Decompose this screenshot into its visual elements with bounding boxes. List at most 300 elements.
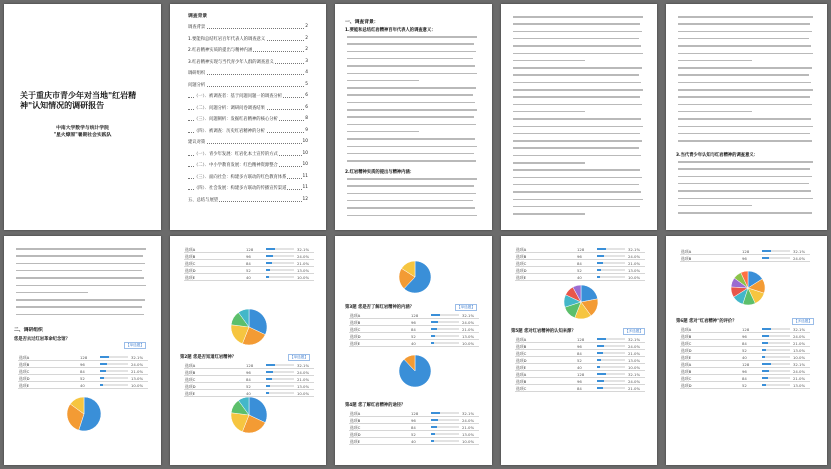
pie-chart bbox=[398, 260, 432, 294]
text-line bbox=[513, 191, 641, 193]
table-row bbox=[515, 357, 645, 364]
text-line bbox=[513, 199, 643, 201]
table-row bbox=[184, 253, 314, 260]
survey-heading: 二、调研组织 bbox=[14, 328, 43, 333]
text-line bbox=[678, 74, 809, 76]
row-count: 84 bbox=[246, 260, 251, 266]
row-count: 96 bbox=[742, 368, 747, 374]
row-count: 52 bbox=[246, 383, 251, 389]
text-line bbox=[347, 200, 473, 202]
row-percent: 32.1% bbox=[131, 354, 144, 360]
question-type-tag: 【多选题】 bbox=[625, 329, 643, 333]
toc-entry-label: （二）．中小学教育发展：红色精神资源整合 bbox=[194, 163, 278, 168]
bar-fill bbox=[431, 440, 434, 443]
row-count: 40 bbox=[577, 274, 582, 280]
text-line bbox=[678, 96, 810, 98]
bar-fill bbox=[597, 276, 600, 279]
page-survey-intro bbox=[4, 236, 161, 465]
table-row bbox=[184, 369, 314, 376]
row-percent: 24.0% bbox=[131, 361, 144, 367]
row-percent: 10.0% bbox=[297, 390, 310, 396]
toc-entry[interactable] bbox=[188, 162, 308, 168]
table-row bbox=[680, 340, 810, 347]
toc-entry-page: 10 bbox=[302, 150, 308, 156]
text-line bbox=[678, 133, 810, 135]
table-row bbox=[184, 246, 314, 253]
row-percent: 13.0% bbox=[793, 347, 806, 353]
bar-track bbox=[597, 269, 625, 272]
page-survey-q6 bbox=[666, 236, 827, 465]
bar-track bbox=[431, 335, 459, 338]
text-line bbox=[513, 213, 585, 215]
toc-entry-page: 10 bbox=[302, 139, 308, 144]
toc-entry-page: 12 bbox=[302, 196, 308, 202]
toc-entry-label: 调查背景 bbox=[188, 25, 206, 30]
bar-fill bbox=[266, 255, 273, 258]
text-line bbox=[678, 45, 811, 47]
question-type-tag: 【单选题】 bbox=[290, 355, 308, 359]
row-percent: 32.1% bbox=[628, 336, 641, 342]
row-count: 84 bbox=[577, 350, 582, 356]
row-count: 84 bbox=[742, 375, 747, 381]
row-count: 40 bbox=[577, 364, 582, 370]
row-count: 52 bbox=[411, 431, 416, 437]
table-row bbox=[515, 364, 645, 371]
row-count: 96 bbox=[577, 253, 582, 259]
table-row bbox=[349, 410, 479, 417]
row-percent: 10.0% bbox=[462, 438, 475, 444]
toc-entry-label: 2.红岩精神实质的提出与精神内涵 bbox=[188, 48, 253, 53]
row-count: 128 bbox=[80, 354, 88, 360]
row-count: 96 bbox=[411, 319, 416, 325]
row-count: 96 bbox=[742, 255, 747, 261]
row-count: 52 bbox=[411, 333, 416, 339]
bar-fill bbox=[762, 328, 771, 331]
row-percent: 32.1% bbox=[297, 362, 310, 368]
text-line bbox=[513, 177, 642, 179]
bar-fill bbox=[266, 392, 269, 395]
toc-entry[interactable] bbox=[188, 24, 308, 30]
row-label: 选项A bbox=[516, 336, 527, 342]
row-percent: 10.0% bbox=[793, 354, 806, 360]
text-line bbox=[513, 53, 643, 55]
bar-fill bbox=[597, 338, 606, 341]
row-label: 选项A bbox=[516, 371, 527, 377]
row-percent: 32.1% bbox=[462, 410, 475, 416]
text-line bbox=[347, 178, 477, 180]
toc-entry-page: 6 bbox=[305, 93, 308, 98]
text-line bbox=[678, 161, 813, 163]
row-label: 选项D bbox=[516, 267, 527, 273]
table-row bbox=[349, 417, 479, 424]
table-row bbox=[680, 354, 810, 361]
bar-track bbox=[266, 392, 294, 395]
survey-question-5: 第5题 您对红岩精神的认知来源？ bbox=[511, 329, 576, 334]
row-count: 128 bbox=[411, 312, 419, 318]
bar-fill bbox=[100, 377, 104, 380]
text-line bbox=[16, 292, 88, 294]
row-percent: 10.0% bbox=[462, 340, 475, 346]
toc-entry-label: 调研组织 bbox=[188, 71, 206, 76]
toc-entry[interactable] bbox=[188, 174, 308, 180]
bar-fill bbox=[266, 378, 272, 381]
row-percent: 32.1% bbox=[628, 371, 641, 377]
text-line bbox=[513, 162, 585, 164]
row-count: 128 bbox=[577, 336, 585, 342]
bar-fill bbox=[762, 356, 765, 359]
text-line bbox=[678, 16, 813, 18]
text-line bbox=[347, 87, 476, 89]
bar-fill bbox=[597, 359, 601, 362]
text-line bbox=[678, 126, 813, 128]
bar-fill bbox=[431, 433, 435, 436]
text-line bbox=[678, 67, 812, 69]
row-label: 选项D bbox=[185, 267, 196, 273]
table-row bbox=[680, 368, 810, 375]
bar-track bbox=[597, 366, 625, 369]
text-line bbox=[513, 118, 641, 120]
text-line bbox=[347, 43, 474, 45]
text-line bbox=[513, 45, 641, 47]
text-line bbox=[347, 193, 476, 195]
row-percent: 21.0% bbox=[131, 368, 144, 374]
toc-entry-page: 11 bbox=[302, 185, 308, 190]
table-row bbox=[184, 376, 314, 383]
text-line bbox=[678, 23, 810, 25]
text-line bbox=[16, 314, 144, 316]
row-label: 选项A bbox=[681, 361, 692, 367]
bar-track bbox=[431, 342, 459, 345]
pie-chart bbox=[230, 396, 268, 434]
table-row bbox=[349, 424, 479, 431]
toc-heading: 调查背景 bbox=[188, 14, 208, 19]
bar-fill bbox=[762, 342, 768, 345]
toc-entry-page: 2 bbox=[305, 35, 308, 41]
text-line bbox=[513, 155, 641, 157]
row-percent: 13.0% bbox=[793, 382, 806, 388]
bar-fill bbox=[100, 370, 106, 373]
bar-fill bbox=[762, 363, 771, 366]
text-line bbox=[513, 67, 642, 69]
toc-entry-label: 1.要能和总结红岩百年代表人的调查意义 bbox=[188, 36, 266, 42]
row-count: 40 bbox=[246, 390, 251, 396]
text-line bbox=[513, 147, 639, 149]
background-subheading-1: 1.要能和总结红岩精神百年代表人的调查意义： bbox=[345, 28, 436, 33]
bar-fill bbox=[266, 385, 270, 388]
text-line bbox=[678, 53, 813, 55]
toc-entry[interactable] bbox=[188, 139, 308, 145]
row-percent: 24.0% bbox=[793, 368, 806, 374]
row-count: 84 bbox=[411, 326, 416, 332]
bar-fill bbox=[431, 328, 437, 331]
page-toc bbox=[170, 4, 326, 230]
row-percent: 24.0% bbox=[628, 253, 641, 259]
text-line bbox=[347, 102, 475, 104]
row-percent: 32.1% bbox=[793, 361, 806, 367]
bar-fill bbox=[597, 248, 606, 251]
text-line bbox=[513, 89, 643, 91]
row-label: 选项D bbox=[516, 357, 527, 363]
row-label: 选项E bbox=[185, 274, 195, 280]
row-label: 选项C bbox=[516, 260, 527, 266]
bar-fill bbox=[597, 262, 603, 265]
table-row bbox=[18, 382, 148, 389]
row-count: 84 bbox=[742, 340, 747, 346]
toc-entry[interactable] bbox=[188, 185, 308, 191]
text-line bbox=[513, 126, 643, 128]
toc-entry[interactable] bbox=[188, 47, 308, 53]
text-line bbox=[513, 38, 639, 40]
table-row bbox=[349, 333, 479, 340]
bar-track bbox=[597, 276, 625, 279]
row-count: 40 bbox=[246, 274, 251, 280]
toc-entry[interactable] bbox=[188, 197, 308, 203]
pie-chart bbox=[66, 396, 102, 432]
toc-entry-page: 2 bbox=[305, 24, 308, 29]
toc-entry[interactable] bbox=[188, 116, 308, 122]
row-count: 52 bbox=[246, 267, 251, 273]
row-percent: 32.1% bbox=[628, 246, 641, 252]
row-count: 96 bbox=[246, 369, 251, 375]
text-line bbox=[347, 215, 477, 217]
cover-school: 中南大学数学与统计学院 bbox=[56, 126, 109, 131]
page-survey-q3 bbox=[335, 236, 492, 465]
toc-entry[interactable] bbox=[188, 70, 308, 76]
row-percent: 13.0% bbox=[628, 267, 641, 273]
toc-entry-page: 11 bbox=[302, 173, 308, 179]
table-row bbox=[349, 431, 479, 438]
row-label: 选项B bbox=[516, 378, 527, 384]
row-percent: 21.0% bbox=[462, 424, 475, 430]
row-count: 40 bbox=[80, 382, 85, 388]
row-label: 选项C bbox=[185, 260, 196, 266]
text-line bbox=[678, 212, 812, 214]
text-line bbox=[678, 168, 810, 170]
bar-track bbox=[762, 384, 790, 387]
bar-fill bbox=[762, 349, 766, 352]
bar-fill bbox=[100, 384, 103, 387]
text-line bbox=[678, 118, 811, 120]
table-row bbox=[184, 260, 314, 267]
bar-track bbox=[762, 356, 790, 359]
text-line bbox=[347, 124, 476, 126]
toc-entry-page: 4 bbox=[305, 70, 308, 75]
text-line bbox=[513, 184, 639, 186]
table-row bbox=[18, 368, 148, 375]
row-label: 选项B bbox=[516, 343, 527, 349]
bar-fill bbox=[431, 412, 440, 415]
row-percent: 21.0% bbox=[297, 376, 310, 382]
toc-entry[interactable] bbox=[188, 128, 308, 134]
text-line bbox=[513, 133, 640, 135]
text-line bbox=[513, 104, 642, 106]
text-line bbox=[16, 277, 144, 279]
row-percent: 21.0% bbox=[297, 260, 310, 266]
text-line bbox=[347, 160, 476, 162]
text-line bbox=[347, 146, 477, 148]
row-count: 40 bbox=[411, 438, 416, 444]
row-label: 选项E bbox=[516, 364, 526, 370]
row-percent: 32.1% bbox=[297, 246, 310, 252]
toc-entry[interactable] bbox=[188, 59, 308, 65]
bar-fill bbox=[431, 335, 435, 338]
toc-entry-label: （二）．问题分析：调研问卷调查结果 bbox=[194, 105, 265, 111]
table-row bbox=[515, 350, 645, 357]
row-count: 96 bbox=[577, 343, 582, 349]
question-type-tag: 【单选题】 bbox=[457, 305, 475, 309]
row-label: 选项C bbox=[681, 375, 692, 381]
bar-fill bbox=[100, 356, 109, 359]
text-line bbox=[513, 82, 641, 84]
row-label: 选项B bbox=[19, 361, 30, 367]
toc-entry[interactable] bbox=[188, 93, 308, 99]
row-label: 选项E bbox=[516, 274, 526, 280]
row-percent: 10.0% bbox=[628, 274, 641, 280]
row-percent: 21.0% bbox=[462, 326, 475, 332]
background-subheading-2: 2.红岩精神实质的提出与精神内涵： bbox=[345, 170, 415, 175]
text-line bbox=[513, 96, 640, 98]
table-row bbox=[349, 319, 479, 326]
row-count: 128 bbox=[742, 248, 750, 254]
pie-chart bbox=[230, 308, 268, 346]
toc-entry-label: （三）．面向社会：构建多方联动的红色教育体系 bbox=[194, 174, 287, 180]
row-count: 128 bbox=[246, 246, 254, 252]
row-percent: 21.0% bbox=[628, 350, 641, 356]
row-label: 选项A bbox=[350, 410, 361, 416]
text-line bbox=[347, 185, 474, 187]
pie-chart bbox=[398, 354, 432, 388]
text-line bbox=[513, 169, 640, 171]
row-count: 52 bbox=[742, 347, 747, 353]
text-line bbox=[678, 140, 812, 142]
row-label: 选项C bbox=[681, 340, 692, 346]
bar-fill bbox=[431, 419, 438, 422]
table-row bbox=[515, 253, 645, 260]
text-line bbox=[678, 31, 812, 33]
row-label: 选项A bbox=[185, 246, 196, 252]
row-count: 96 bbox=[246, 253, 251, 259]
toc-entry[interactable] bbox=[188, 36, 308, 42]
table-row bbox=[349, 340, 479, 347]
row-count: 128 bbox=[742, 326, 750, 332]
text-line bbox=[16, 270, 142, 272]
row-label: 选项A bbox=[350, 312, 361, 318]
page-survey-q2 bbox=[170, 236, 326, 465]
row-label: 选项B bbox=[185, 369, 196, 375]
cover-team: "星火燎原"暑期社会实践队 bbox=[53, 133, 112, 138]
toc-entry[interactable] bbox=[188, 151, 308, 157]
text-line bbox=[347, 80, 419, 82]
row-percent: 24.0% bbox=[793, 255, 806, 261]
toc-entry-label: 建议对策 bbox=[188, 140, 206, 145]
row-percent: 13.0% bbox=[297, 383, 310, 389]
survey-question-4: 第4题 您了解红岩精神的途径？ bbox=[345, 403, 406, 408]
text-line bbox=[16, 263, 145, 265]
table-row bbox=[680, 375, 810, 382]
table-row bbox=[184, 390, 314, 397]
bar-fill bbox=[266, 276, 269, 279]
row-percent: 24.0% bbox=[628, 343, 641, 349]
bar-fill bbox=[762, 257, 769, 260]
row-label: 选项C bbox=[19, 368, 30, 374]
row-label: 选项B bbox=[681, 255, 692, 261]
text-line bbox=[678, 190, 811, 192]
bar-fill bbox=[762, 335, 769, 338]
bar-track bbox=[431, 433, 459, 436]
bar-fill bbox=[597, 255, 604, 258]
text-line bbox=[678, 183, 809, 185]
background-heading: 一、调查背景： bbox=[345, 20, 379, 25]
text-line bbox=[347, 116, 474, 118]
table-row bbox=[680, 255, 810, 262]
text-line bbox=[347, 131, 419, 133]
text-line bbox=[347, 51, 476, 53]
text-line bbox=[513, 23, 640, 25]
row-label: 选项E bbox=[185, 390, 195, 396]
row-percent: 13.0% bbox=[462, 431, 475, 437]
text-line bbox=[347, 138, 475, 140]
pie-chart bbox=[730, 270, 766, 306]
row-count: 96 bbox=[577, 378, 582, 384]
row-label: 选项D bbox=[681, 382, 692, 388]
text-line bbox=[678, 198, 813, 200]
row-percent: 13.0% bbox=[297, 267, 310, 273]
table-row bbox=[680, 382, 810, 389]
bar-fill bbox=[100, 363, 107, 366]
row-count: 52 bbox=[577, 357, 582, 363]
bar-fill bbox=[597, 269, 601, 272]
toc-entry-label: 问题分析 bbox=[188, 82, 206, 88]
text-line bbox=[678, 89, 813, 91]
table-row bbox=[18, 361, 148, 368]
page-cover bbox=[4, 4, 161, 230]
row-percent: 10.0% bbox=[131, 382, 144, 388]
table-row bbox=[18, 354, 148, 361]
bar-fill bbox=[597, 345, 604, 348]
table-row bbox=[18, 375, 148, 382]
text-line bbox=[347, 73, 477, 75]
text-line bbox=[678, 104, 812, 106]
row-label: 选项B bbox=[681, 368, 692, 374]
text-line bbox=[678, 205, 752, 207]
row-label: 选项E bbox=[350, 340, 360, 346]
text-line bbox=[678, 111, 752, 113]
table-row bbox=[515, 343, 645, 350]
table-row bbox=[515, 260, 645, 267]
toc-entry-label: （一）．被调查者：基于问题问题一的调查分析 bbox=[194, 94, 283, 99]
bar-track bbox=[266, 385, 294, 388]
bar-fill bbox=[762, 250, 771, 253]
text-line bbox=[513, 60, 585, 62]
toc-entry-label: （一）．青少年发展：红岩化本土宣传的方式 bbox=[194, 151, 278, 157]
row-label: 选项A bbox=[681, 326, 692, 332]
row-label: 选项C bbox=[516, 385, 527, 391]
toc-entry-page: 9 bbox=[305, 127, 308, 133]
row-label: 选项B bbox=[350, 417, 361, 423]
row-label: 选项D bbox=[350, 333, 361, 339]
bar-fill bbox=[266, 269, 270, 272]
table-row bbox=[515, 371, 645, 378]
text-line bbox=[513, 206, 640, 208]
table-row bbox=[680, 326, 810, 333]
table-row bbox=[680, 347, 810, 354]
row-percent: 32.1% bbox=[793, 326, 806, 332]
toc-entry[interactable] bbox=[188, 82, 308, 88]
toc-entry[interactable] bbox=[188, 105, 308, 111]
toc-entry-page: 10 bbox=[302, 162, 308, 167]
row-label: 选项A bbox=[516, 246, 527, 252]
survey-question-6: 第6题 您对"红岩精神"的评价？ bbox=[676, 319, 737, 324]
